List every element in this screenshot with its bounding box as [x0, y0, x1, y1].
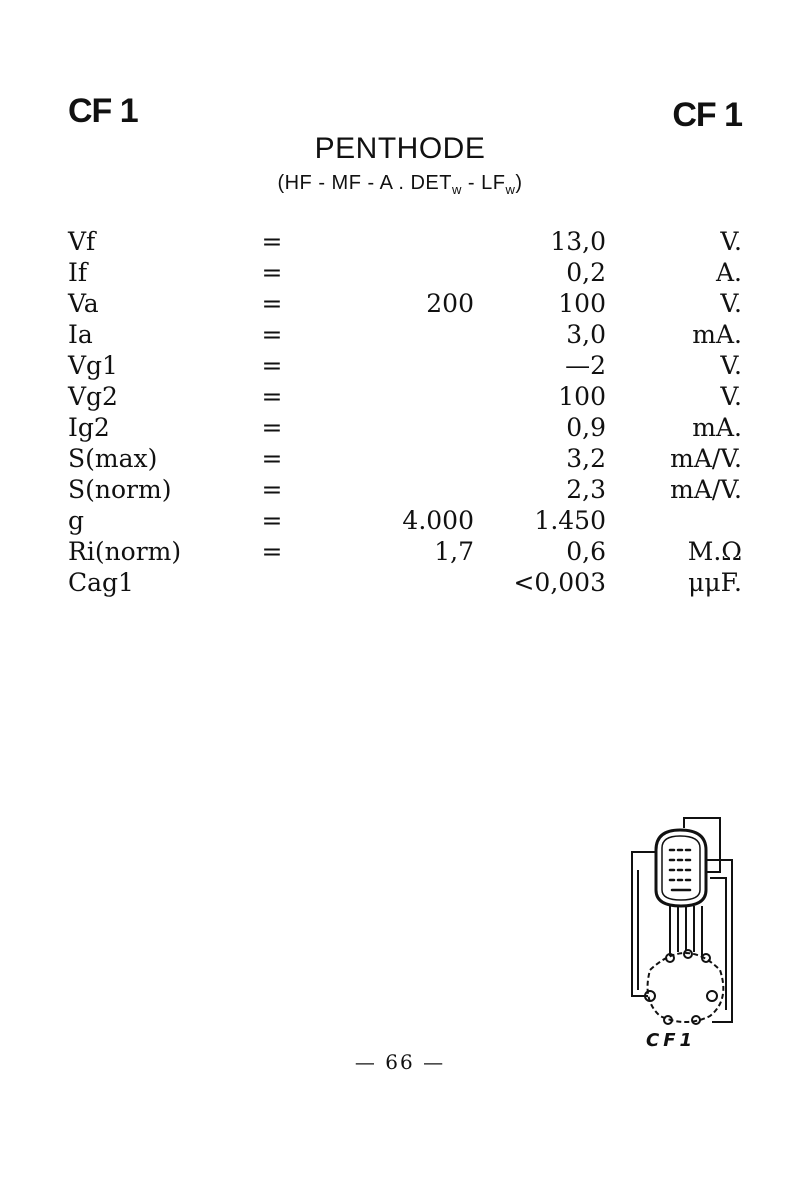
equals-sign: =	[261, 537, 283, 566]
value-primary: 4.000	[402, 506, 474, 535]
value-secondary: <0,003	[513, 568, 606, 597]
value-secondary: 13,0	[550, 227, 606, 256]
subtitle-sub1: w	[451, 182, 462, 197]
value-secondary: 0,2	[566, 258, 606, 287]
value-secondary: 3,2	[566, 444, 606, 473]
param-label: Vg2	[68, 382, 118, 411]
equals-sign: =	[261, 320, 283, 349]
param-label: Ig2	[68, 413, 110, 442]
unit-label: μμF.	[688, 568, 742, 597]
unit-label: V.	[720, 289, 742, 318]
value-secondary: —2	[565, 351, 606, 380]
spec-row	[0, 567, 800, 598]
unit-label: A.	[715, 258, 742, 287]
page-title: PENTHODE	[314, 132, 486, 165]
equals-sign: =	[261, 227, 283, 256]
equals-sign: =	[261, 351, 283, 380]
equals-sign: =	[261, 258, 283, 287]
param-label: If	[68, 258, 88, 287]
param-label: S(max)	[68, 444, 158, 473]
unit-label: mA/V.	[670, 444, 742, 473]
param-label: Ia	[68, 320, 93, 349]
value-secondary: 0,9	[566, 413, 606, 442]
spec-row	[0, 319, 800, 350]
subtitle-mid: - LF	[461, 172, 506, 194]
unit-label: mA.	[692, 413, 742, 442]
value-secondary: 0,6	[566, 537, 606, 566]
spec-row	[0, 412, 800, 443]
equals-sign: =	[261, 289, 283, 318]
spec-row	[0, 226, 800, 257]
value-secondary: 1.450	[534, 506, 606, 535]
param-label: S(norm)	[68, 475, 172, 504]
spec-row	[0, 505, 800, 536]
subtitle-close: )	[515, 172, 523, 194]
equals-sign: =	[261, 413, 283, 442]
unit-label: V.	[720, 227, 742, 256]
equals-sign: =	[261, 475, 283, 504]
unit-label: V.	[720, 382, 742, 411]
tube-diagram-label: CF1	[646, 1030, 697, 1050]
spec-row	[0, 536, 800, 567]
value-primary: 200	[426, 289, 474, 318]
subtitle-sub2: w	[505, 182, 516, 197]
value-secondary: 2,3	[566, 475, 606, 504]
equals-sign: =	[261, 506, 283, 535]
subtitle-open: (HF - MF - A . DET	[277, 172, 452, 194]
page-subtitle	[0, 172, 800, 197]
equals-sign: =	[261, 444, 283, 473]
tube-code-right: CF 1	[672, 96, 742, 134]
unit-label: V.	[720, 351, 742, 380]
param-label: Vg1	[68, 351, 118, 380]
spec-row	[0, 257, 800, 288]
tube-code-left: CF 1	[68, 92, 138, 130]
param-label: Ri(norm)	[68, 537, 182, 566]
tube-base-diagram	[620, 810, 760, 1050]
equals-sign: =	[261, 382, 283, 411]
value-primary: 1,7	[434, 537, 474, 566]
unit-label: mA.	[692, 320, 742, 349]
value-secondary: 100	[558, 289, 606, 318]
value-secondary: 3,0	[566, 320, 606, 349]
spec-row	[0, 474, 800, 505]
spec-row	[0, 350, 800, 381]
param-label: g	[68, 506, 85, 535]
spec-row	[0, 443, 800, 474]
param-label: Cag1	[68, 568, 134, 597]
page-number: — 66 —	[354, 1050, 446, 1074]
unit-label: M.Ω	[687, 537, 742, 566]
value-secondary: 100	[558, 382, 606, 411]
spec-row	[0, 381, 800, 412]
spec-row	[0, 288, 800, 319]
param-label: Vf	[68, 227, 96, 256]
unit-label: mA/V.	[670, 475, 742, 504]
param-label: Va	[68, 289, 99, 318]
